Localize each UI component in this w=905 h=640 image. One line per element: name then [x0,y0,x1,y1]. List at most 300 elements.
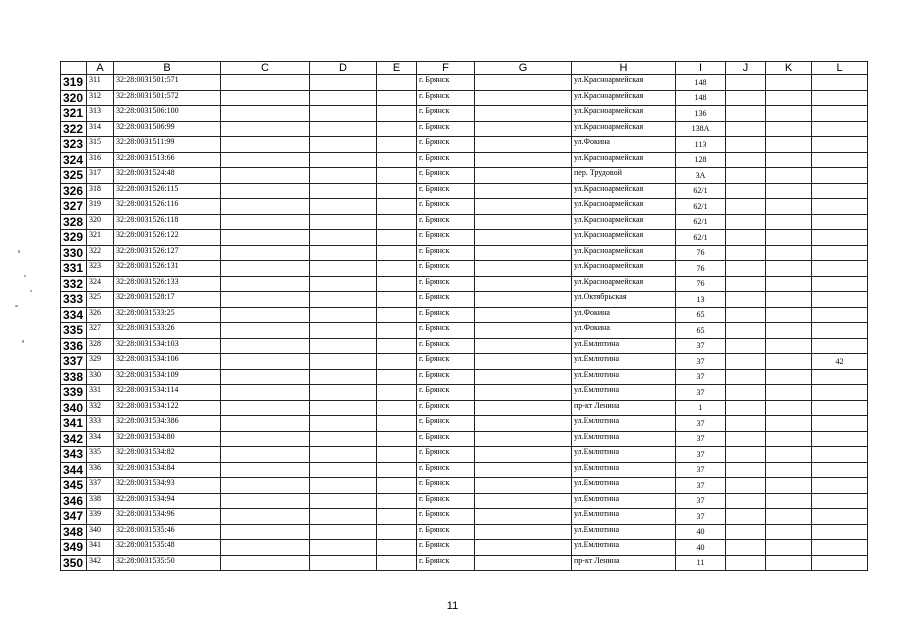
table-row [61,524,868,540]
table-row [61,462,868,478]
cell-k [766,400,812,416]
cell-l [812,369,868,385]
cell-e [377,416,417,432]
cell-e [377,245,417,261]
cell-d [310,307,377,323]
cell-f: г. Брянск [417,121,475,137]
table-row [61,214,868,230]
cell-l [812,214,868,230]
cell-l: 42 [812,354,868,370]
cell-l [812,292,868,308]
cell-f: г. Брянск [417,307,475,323]
row-number: 329 [61,230,87,246]
cell-d [310,338,377,354]
cell-f: г. Брянск [417,183,475,199]
cell-b: 32:28:0031534:96 [114,509,221,525]
row-number: 340 [61,400,87,416]
cell-a: 316 [87,152,114,168]
cell-g [475,90,572,106]
cell-k [766,493,812,509]
cell-g [475,199,572,215]
cell-b: 32:28:0031526:127 [114,245,221,261]
cell-c [221,137,310,153]
cell-e [377,230,417,246]
spreadsheet-table [60,61,868,571]
cell-a: 332 [87,400,114,416]
cell-b: 32:28:0031501:571 [114,75,221,91]
row-number: 319 [61,75,87,91]
cell-l [812,183,868,199]
row-number: 345 [61,478,87,494]
cell-e [377,338,417,354]
cell-c [221,540,310,556]
cell-a: 336 [87,462,114,478]
cell-h: ул.Фокина [572,137,676,153]
cell-i: 65 [676,307,726,323]
cell-g [475,555,572,571]
cell-c [221,230,310,246]
cell-h: ул.Красноармейская [572,276,676,292]
cell-f: г. Брянск [417,168,475,184]
table-row [61,168,868,184]
cell-i: 148 [676,90,726,106]
cell-g [475,261,572,277]
cell-g [475,540,572,556]
cell-h: ул.Емлютина [572,369,676,385]
cell-k [766,416,812,432]
cell-l [812,137,868,153]
column-header-f: F [417,62,475,75]
cell-i: 37 [676,354,726,370]
cell-h: ул.Емлютина [572,540,676,556]
cell-j [726,509,766,525]
cell-i: 37 [676,478,726,494]
cell-a: 315 [87,137,114,153]
cell-d [310,261,377,277]
cell-a: 339 [87,509,114,525]
cell-j [726,261,766,277]
cell-g [475,152,572,168]
cell-e [377,307,417,323]
cell-f: г. Брянск [417,75,475,91]
cell-j [726,214,766,230]
scan-artifact [18,250,20,253]
cell-j [726,276,766,292]
cell-k [766,354,812,370]
cell-i: 62/1 [676,199,726,215]
table-row [61,307,868,323]
cell-i: 37 [676,431,726,447]
table-row [61,416,868,432]
cell-d [310,168,377,184]
cell-e [377,369,417,385]
cell-j [726,555,766,571]
cell-k [766,524,812,540]
cell-e [377,354,417,370]
cell-f: г. Брянск [417,416,475,432]
scan-artifact [15,305,18,307]
cell-e [377,183,417,199]
cell-j [726,338,766,354]
table-row [61,509,868,525]
cell-e [377,509,417,525]
row-number: 326 [61,183,87,199]
cell-f: г. Брянск [417,400,475,416]
cell-g [475,307,572,323]
cell-e [377,555,417,571]
row-number: 336 [61,338,87,354]
cell-i: 37 [676,509,726,525]
cell-b: 32:28:0031534:80 [114,431,221,447]
row-number: 338 [61,369,87,385]
cell-e [377,540,417,556]
cell-d [310,90,377,106]
cell-k [766,338,812,354]
cell-g [475,338,572,354]
cell-h: ул.Красноармейская [572,183,676,199]
row-number: 324 [61,152,87,168]
cell-j [726,540,766,556]
cell-g [475,447,572,463]
row-number: 339 [61,385,87,401]
cell-k [766,230,812,246]
cell-d [310,183,377,199]
table-row [61,493,868,509]
cell-g [475,493,572,509]
cell-d [310,478,377,494]
cell-a: 338 [87,493,114,509]
cell-e [377,493,417,509]
cell-a: 313 [87,106,114,122]
cell-c [221,183,310,199]
cell-h: пер. Трудовой [572,168,676,184]
cell-l [812,199,868,215]
cell-c [221,478,310,494]
table-row [61,121,868,137]
table-row [61,245,868,261]
cell-d [310,447,377,463]
row-number: 342 [61,431,87,447]
cell-i: 136 [676,106,726,122]
cell-d [310,276,377,292]
column-header-row [61,62,868,75]
cell-h: ул.Красноармейская [572,245,676,261]
cell-c [221,276,310,292]
cell-h: ул.Емлютина [572,478,676,494]
cell-d [310,137,377,153]
cell-h: ул.Емлютина [572,493,676,509]
cell-d [310,555,377,571]
column-header-e: E [377,62,417,75]
cell-a: 317 [87,168,114,184]
cell-c [221,369,310,385]
cell-i: 62/1 [676,230,726,246]
row-number: 331 [61,261,87,277]
cell-d [310,121,377,137]
cell-g [475,230,572,246]
table-row [61,276,868,292]
cell-h: ул.Красноармейская [572,121,676,137]
cell-f: г. Брянск [417,524,475,540]
cell-l [812,493,868,509]
cell-j [726,121,766,137]
cell-e [377,106,417,122]
cell-c [221,90,310,106]
cell-a: 312 [87,90,114,106]
cell-l [812,385,868,401]
cell-f: г. Брянск [417,478,475,494]
cell-b: 32:28:0031511:99 [114,137,221,153]
cell-c [221,245,310,261]
cell-b: 32:28:0031526:131 [114,261,221,277]
cell-f: г. Брянск [417,323,475,339]
cell-b: 32:28:0031535:48 [114,540,221,556]
cell-c [221,261,310,277]
cell-h: ул.Емлютина [572,462,676,478]
cell-d [310,431,377,447]
cell-h: ул.Емлютина [572,524,676,540]
cell-b: 32:28:0031513:66 [114,152,221,168]
cell-h: ул.Емлютина [572,447,676,463]
cell-k [766,75,812,91]
cell-b: 32:28:0031535:46 [114,524,221,540]
cell-e [377,447,417,463]
table-row [61,369,868,385]
cell-g [475,276,572,292]
cell-i: 62/1 [676,214,726,230]
cell-l [812,106,868,122]
row-number: 344 [61,462,87,478]
column-header-h: H [572,62,676,75]
cell-d [310,400,377,416]
cell-l [812,307,868,323]
cell-c [221,385,310,401]
cell-f: г. Брянск [417,214,475,230]
cell-a: 311 [87,75,114,91]
cell-i: 1 [676,400,726,416]
column-header-g: G [475,62,572,75]
cell-k [766,540,812,556]
cell-h: ул.Красноармейская [572,90,676,106]
cell-a: 333 [87,416,114,432]
cell-g [475,214,572,230]
cell-d [310,369,377,385]
cell-i: 76 [676,261,726,277]
cell-f: г. Брянск [417,431,475,447]
cell-c [221,168,310,184]
cell-l [812,323,868,339]
cell-b: 32:28:0031506:99 [114,121,221,137]
cell-a: 330 [87,369,114,385]
cell-j [726,369,766,385]
cell-c [221,75,310,91]
cell-k [766,323,812,339]
cell-j [726,416,766,432]
cell-i: 37 [676,338,726,354]
cell-c [221,354,310,370]
cell-g [475,168,572,184]
table-row [61,447,868,463]
cell-j [726,230,766,246]
row-number: 323 [61,137,87,153]
cell-k [766,369,812,385]
cell-a: 335 [87,447,114,463]
cell-h: ул.Емлютина [572,338,676,354]
cell-f: г. Брянск [417,509,475,525]
cell-c [221,555,310,571]
cell-b: 32:28:0031534:386 [114,416,221,432]
cell-g [475,121,572,137]
cell-j [726,493,766,509]
scan-artifact [30,290,32,292]
cell-h: ул.Красноармейская [572,261,676,277]
cell-a: 341 [87,540,114,556]
table-row [61,338,868,354]
cell-a: 325 [87,292,114,308]
cell-b: 32:28:0031526:115 [114,183,221,199]
cell-c [221,292,310,308]
table-row [61,261,868,277]
cell-f: г. Брянск [417,261,475,277]
row-number: 347 [61,509,87,525]
cell-a: 314 [87,121,114,137]
cell-a: 337 [87,478,114,494]
cell-c [221,462,310,478]
table-row [61,199,868,215]
cell-k [766,509,812,525]
cell-d [310,199,377,215]
column-header-j: J [726,62,766,75]
cell-a: 323 [87,261,114,277]
cell-i: 40 [676,524,726,540]
cell-k [766,183,812,199]
cell-b: 32:28:0031534:109 [114,369,221,385]
cell-j [726,137,766,153]
cell-j [726,90,766,106]
cell-d [310,245,377,261]
cell-d [310,152,377,168]
cell-f: г. Брянск [417,199,475,215]
table-row [61,90,868,106]
table-row [61,400,868,416]
cell-k [766,214,812,230]
cell-i: 138А [676,121,726,137]
cell-d [310,416,377,432]
row-number: 348 [61,524,87,540]
table-row [61,152,868,168]
cell-h: ул.Красноармейская [572,106,676,122]
cell-c [221,214,310,230]
cell-h: ул.Фокина [572,307,676,323]
cell-b: 32:28:0031533:25 [114,307,221,323]
cell-e [377,292,417,308]
cell-b: 32:28:0031534:93 [114,478,221,494]
cell-l [812,245,868,261]
cell-i: 37 [676,447,726,463]
row-number: 325 [61,168,87,184]
cell-i: 40 [676,540,726,556]
row-number: 341 [61,416,87,432]
cell-i: 13 [676,292,726,308]
cell-k [766,121,812,137]
row-number: 327 [61,199,87,215]
cell-e [377,478,417,494]
cell-e [377,323,417,339]
cell-g [475,400,572,416]
row-number: 335 [61,323,87,339]
cell-b: 32:28:0031524:48 [114,168,221,184]
cell-i: 65 [676,323,726,339]
cell-h: ул.Октябрьская [572,292,676,308]
cell-e [377,524,417,540]
cell-g [475,137,572,153]
cell-h: ул.Фокина [572,323,676,339]
cell-c [221,338,310,354]
cell-e [377,168,417,184]
cell-f: г. Брянск [417,555,475,571]
cell-a: 328 [87,338,114,354]
cell-i: 76 [676,245,726,261]
row-number: 333 [61,292,87,308]
cell-h: ул.Емлютина [572,385,676,401]
cell-l [812,431,868,447]
column-header-c: C [221,62,310,75]
cell-e [377,385,417,401]
cell-j [726,431,766,447]
row-number: 320 [61,90,87,106]
cell-f: г. Брянск [417,447,475,463]
cell-l [812,338,868,354]
cell-l [812,152,868,168]
cell-d [310,385,377,401]
cell-g [475,106,572,122]
cell-i: 3А [676,168,726,184]
cell-a: 320 [87,214,114,230]
table-row [61,354,868,370]
cell-f: г. Брянск [417,369,475,385]
cell-b: 32:28:0031528:17 [114,292,221,308]
cell-i: 148 [676,75,726,91]
cell-i: 128 [676,152,726,168]
cell-f: г. Брянск [417,292,475,308]
cell-l [812,261,868,277]
cell-d [310,292,377,308]
cell-c [221,493,310,509]
cell-f: г. Брянск [417,493,475,509]
cell-k [766,478,812,494]
cell-g [475,478,572,494]
cell-j [726,385,766,401]
cell-a: 329 [87,354,114,370]
cell-k [766,447,812,463]
cell-d [310,214,377,230]
cell-g [475,524,572,540]
cell-d [310,540,377,556]
row-number: 349 [61,540,87,556]
cell-g [475,245,572,261]
cell-l [812,540,868,556]
cell-g [475,323,572,339]
cell-e [377,75,417,91]
cell-f: г. Брянск [417,106,475,122]
cell-g [475,292,572,308]
cell-h: ул.Красноармейская [572,214,676,230]
cell-b: 32:28:0031534:114 [114,385,221,401]
cell-a: 322 [87,245,114,261]
cell-i: 113 [676,137,726,153]
cell-g [475,75,572,91]
cell-j [726,354,766,370]
